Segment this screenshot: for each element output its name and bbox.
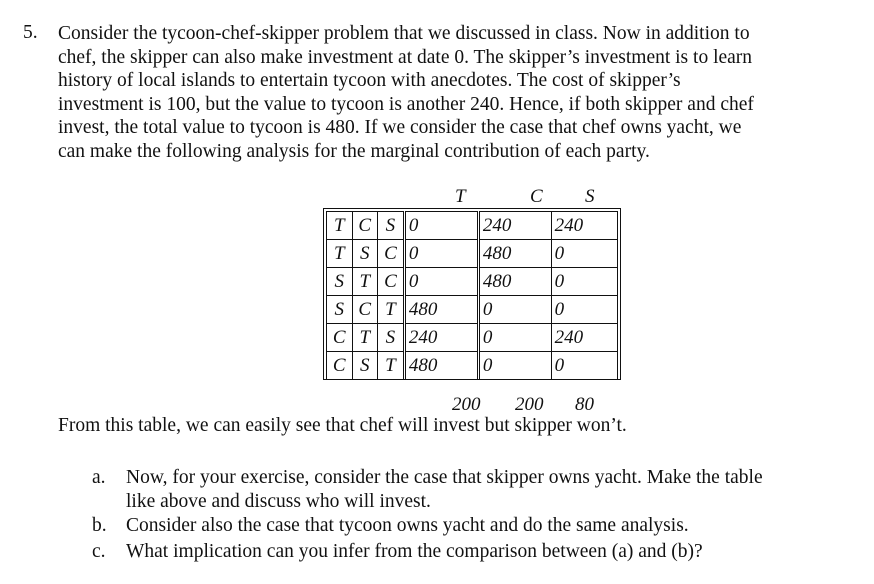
order-cell: S [352,352,378,380]
value-cell-chef: 0 [478,296,551,324]
column-header-chef: C [530,186,543,207]
value-cell-skipper: 240 [551,324,617,352]
subquestion-c [92,540,832,564]
value-cell-tycoon: 0 [404,212,478,240]
value-cell-chef: 0 [478,324,551,352]
subquestion-a [92,466,832,514]
total-tycoon: 200 [452,394,481,415]
order-cell: C [327,352,353,380]
value-cell-chef: 480 [478,240,551,268]
value-cell-chef: 0 [478,352,551,380]
conclusion-text: From this table, we can easily see that chef will invest but skipper won’t. [58,415,627,436]
order-cell: T [352,268,378,296]
order-cell: T [327,212,353,240]
total-skipper: 80 [575,394,594,415]
order-cell: C [378,240,405,268]
value-cell-tycoon: 240 [404,324,478,352]
order-cell: S [352,240,378,268]
value-cell-skipper: 0 [551,268,617,296]
subquestion-label: b. [92,515,107,536]
contribution-table [323,208,621,380]
question-line: history of local islands to entertain tycoon with anecdotes. The cost of skipper’s [58,70,681,91]
table-row [327,352,618,380]
value-cell-skipper: 0 [551,352,617,380]
value-cell-tycoon: 480 [404,296,478,324]
order-cell: S [378,212,405,240]
question-line: can make the following analysis for the marginal contribution of each party. [58,140,650,162]
value-cell-skipper: 240 [551,212,617,240]
order-cell: C [327,324,353,352]
value-cell-tycoon: 0 [404,240,478,268]
order-cell: C [378,268,405,296]
order-cell: T [378,352,405,380]
question-line: investment is 100, but the value to tycoon is another 240. Hence, if both skipper and chef [58,93,754,115]
order-cell: S [378,324,405,352]
order-cell: T [327,240,353,268]
subquestion-b [92,514,832,538]
subquestion-line: Consider also the case that tycoon owns yacht and do the same analysis. [126,515,689,536]
order-cell: S [327,296,353,324]
table-row [327,240,618,268]
order-cell: T [378,296,405,324]
question-number: 5. [23,22,38,43]
total-chef: 200 [515,394,544,415]
value-cell-chef: 480 [478,268,551,296]
subquestion-line: Now, for your exercise, consider the case that skipper owns yacht. Make the table [126,467,763,488]
subquestion-label: a. [92,467,106,488]
order-cell: C [352,296,378,324]
question-line: chef, the skipper can also make investment at date 0. The skipper’s investment is to learn [58,46,753,68]
question-line: invest, the total value to tycoon is 480. If we consider the case that chef owns yacht, we [58,117,742,138]
value-cell-chef: 240 [478,212,551,240]
column-header-skipper: S [585,186,595,207]
value-cell-skipper: 0 [551,240,617,268]
column-header-tycoon: T [455,186,466,207]
order-cell: C [352,212,378,240]
table-row [327,268,618,296]
order-cell: S [327,268,353,296]
subquestion-line: What implication can you infer from the comparison between (a) and (b)? [126,541,703,562]
subquestion-line: like above and discuss who will invest. [126,490,431,512]
subquestion-label: c. [92,541,106,562]
table-row [327,212,618,240]
question-text [58,22,848,163]
question-line: Consider the tycoon-chef-skipper problem that we discussed in class. Now in addition to [58,23,750,44]
table-row [327,324,618,352]
value-cell-skipper: 0 [551,296,617,324]
value-cell-tycoon: 480 [404,352,478,380]
table-row [327,296,618,324]
value-cell-tycoon: 0 [404,268,478,296]
order-cell: T [352,324,378,352]
